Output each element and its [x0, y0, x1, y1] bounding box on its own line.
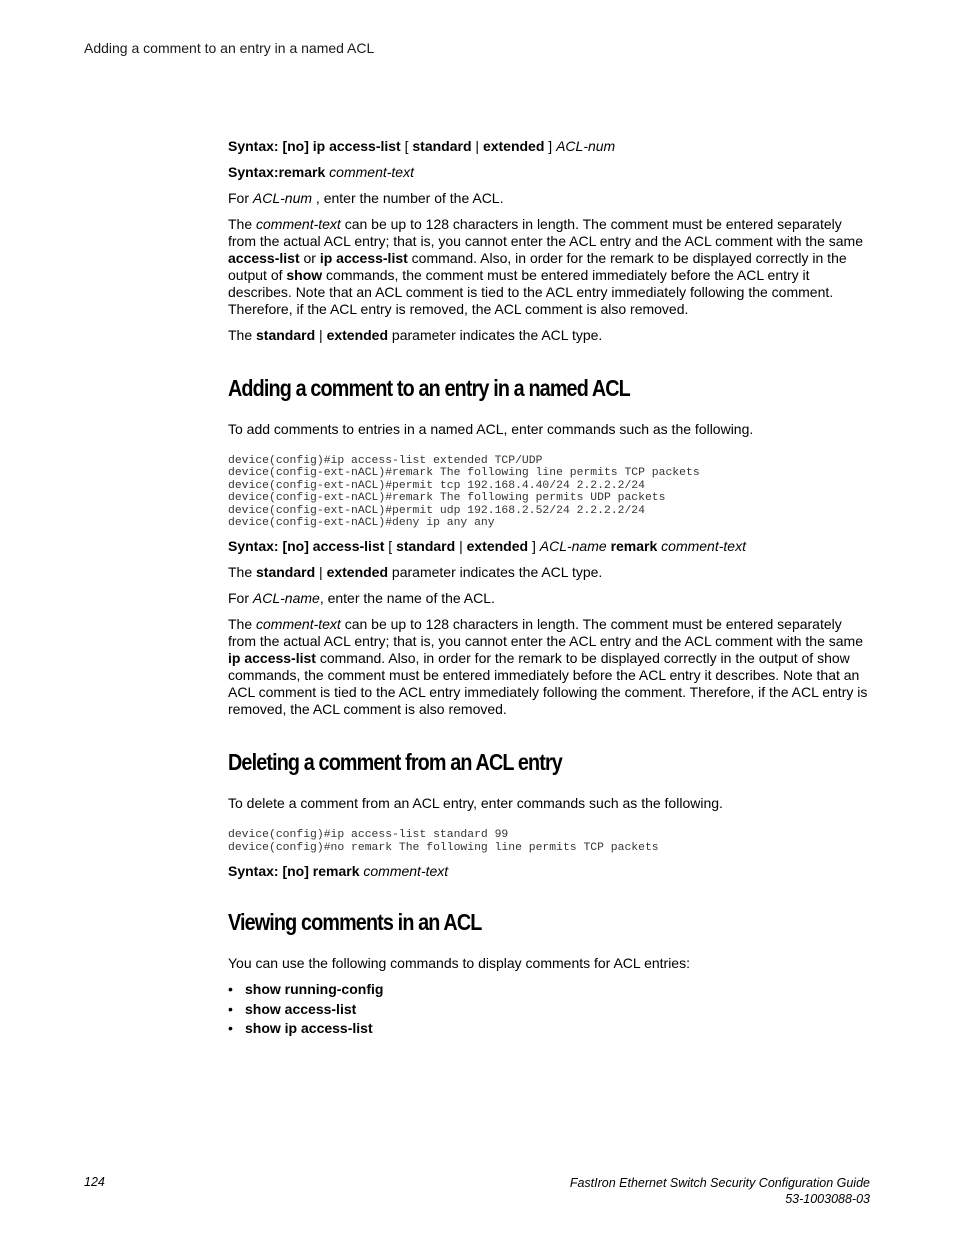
text: The — [228, 216, 257, 232]
keyword: standard — [256, 327, 316, 343]
text: | — [315, 327, 327, 343]
code-example-named-acl: device(config)#ip access-list extended TCP/UDP device(config-ext-nACL)#remark The following line permits TCP packets device(config-ext-nACL)#permit tcp 192.168.4.40/24 2.2.2.2/24 device(config-ext-nACL)#remark The following permits UDP packets device(config-ext-nACL)#permit udp 192.168.2.52/24 2.2.2.2/24 device(config-ext-nACL)#deny ip any any — [228, 455, 700, 530]
section-heading-delete-comment: Deleting a comment from an ACL entry — [228, 749, 562, 776]
argument: ACL-num — [252, 190, 313, 206]
syntax-separator: | — [471, 138, 483, 154]
keyword: show — [286, 267, 323, 283]
command-name: show access-list — [245, 1000, 357, 1017]
section-intro: You can use the following commands to display comments for ACL entries: — [228, 955, 690, 972]
text: can be up to 128 characters in length. The comment must be entered separately from the actual ACL entry; that is, you cannot enter the ACL entry and the ACL comment with the same — [228, 616, 864, 650]
paragraph-acl-name — [228, 590, 868, 607]
text: commands, the comment must be entered immediately before the ACL entry it describes. Note that an ACL comment is tied to the ACL entry immediately following the comment. Therefore, if the ACL entry is removed, the ACL comment is also removed. — [228, 267, 834, 317]
keyword: standard — [256, 564, 316, 581]
bullet-icon: • — [228, 1020, 233, 1037]
syntax-argument: ACL-name — [539, 538, 607, 555]
command-name: show ip access-list — [245, 1020, 373, 1037]
syntax-argument: comment-text — [363, 863, 449, 880]
section-heading-named-acl: Adding a comment to an entry in a named ACL — [228, 375, 630, 401]
syntax-keyword: extended — [466, 538, 529, 555]
paragraph-acl-type — [228, 564, 868, 581]
text: , enter the name of the ACL. — [319, 590, 495, 607]
syntax-keyword: standard — [396, 538, 456, 555]
argument: comment-text — [256, 216, 341, 232]
text: | — [315, 564, 327, 581]
syntax-no-remark — [228, 863, 868, 880]
footer-document-info — [570, 1175, 870, 1207]
syntax-bracket: ] — [528, 538, 540, 555]
text: can be up to 128 characters in length. The comment must be entered separately from the actual ACL entry; that is, you cannot enter the ACL entry and the ACL comment with the same — [228, 216, 864, 249]
keyword: ip access-list — [319, 250, 408, 266]
text: or — [299, 250, 320, 266]
syntax-keyword: Syntax: [no] remark — [228, 863, 360, 880]
section-intro: To delete a comment from an ACL entry, enter commands such as the following. — [228, 795, 723, 812]
keyword: ip access-list — [228, 650, 316, 667]
command-list — [228, 981, 868, 1037]
section-heading-view-comments: Viewing comments in an ACL — [228, 909, 482, 936]
text: parameter indicates the ACL type. — [388, 564, 603, 581]
page-body — [228, 138, 868, 1040]
running-header: Adding a comment to an entry in a named ACL — [84, 40, 375, 56]
text: parameter indicates the ACL type. — [388, 327, 603, 343]
keyword: extended — [326, 564, 389, 581]
paragraph-acl-num — [228, 190, 868, 207]
list-item — [228, 1020, 868, 1037]
text: The — [228, 564, 257, 581]
bullet-icon: • — [228, 1000, 233, 1017]
document-number: 53-1003088-03 — [785, 1192, 870, 1206]
guide-title: FastIron Ethernet Switch Security Configuration Guide — [569, 1176, 870, 1190]
text: The — [228, 616, 257, 633]
text: command. Also, in order for the remark to be displayed correctly in the output of show commands, the comment must be entered immediately before the ACL entry it describes. Note that an ACL comment is tied to the ACL entry immediately following the comment. Therefore, if the ACL entry is removed, the ACL comment is also removed. — [228, 650, 868, 718]
paragraph-comment-text — [228, 216, 868, 318]
paragraph-comment-text — [228, 616, 868, 718]
syntax-argument: comment-text — [329, 164, 414, 180]
syntax-access-list — [228, 138, 868, 155]
text: For — [228, 190, 253, 206]
keyword: access-list — [228, 250, 300, 266]
list-item — [228, 981, 868, 998]
text: , enter the number of the ACL. — [312, 190, 504, 206]
syntax-keyword: Syntax: [no] access-list — [228, 538, 385, 555]
text: The — [228, 327, 257, 343]
keyword: extended — [326, 327, 389, 343]
paragraph-acl-type — [228, 327, 868, 344]
code-example-delete-comment: device(config)#ip access-list standard 99 device(config)#no remark The following line permits TCP packets — [228, 829, 659, 854]
syntax-keyword: extended — [482, 138, 545, 154]
syntax-bracket: ] — [544, 138, 557, 154]
syntax-keyword: standard — [412, 138, 472, 154]
bullet-icon: • — [228, 981, 233, 998]
section-intro: To add comments to entries in a named ACL, enter commands such as the following. — [228, 421, 754, 437]
syntax-argument: ACL-num — [556, 138, 616, 154]
page-number: 124 — [84, 1175, 105, 1189]
command-name: show running-config — [245, 981, 384, 998]
syntax-bracket: [ — [384, 538, 397, 555]
syntax-remark — [228, 164, 868, 181]
syntax-argument: comment-text — [661, 538, 746, 555]
argument: comment-text — [256, 616, 341, 633]
syntax-separator: | — [455, 538, 467, 555]
list-item — [228, 1001, 868, 1018]
syntax-keyword: Syntax:remark — [228, 164, 326, 180]
text: command. Also, in order for the remark to be displayed correctly in the output of — [228, 250, 847, 283]
syntax-keyword: Syntax: [no] ip access-list — [228, 138, 401, 154]
syntax-bracket: [ — [400, 138, 413, 154]
syntax-keyword: remark — [610, 538, 658, 555]
argument: ACL-name — [252, 590, 320, 607]
text: For — [228, 590, 253, 607]
syntax-named-acl-remark — [228, 538, 868, 555]
